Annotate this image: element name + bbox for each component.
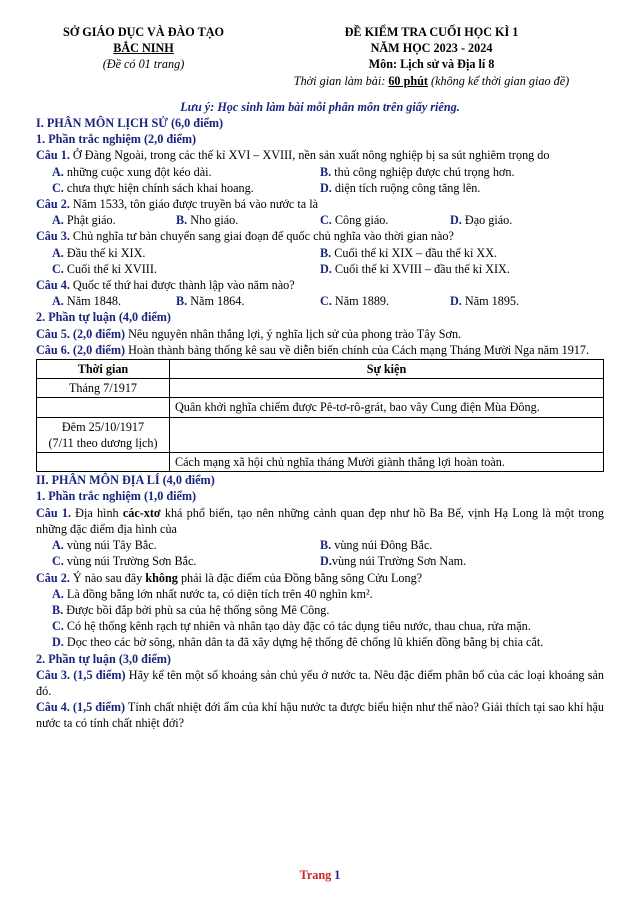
table-header-time: Thời gian bbox=[37, 360, 170, 379]
geography-mc-title: 1. Phần trắc nghiệm (1,0 điểm) bbox=[36, 489, 197, 504]
table-header-row bbox=[37, 360, 604, 379]
department-name: SỞ GIÁO DỤC VÀ ĐÀO TẠO bbox=[62, 25, 225, 39]
header-right bbox=[259, 24, 604, 89]
page-footer bbox=[0, 868, 640, 883]
history-q5: Câu 5. (2,0 điểm) Nêu nguyên nhân thắng lợi, ý nghĩa lịch sử của phong trào Tây Sơn. bbox=[36, 326, 462, 341]
history-q3: Câu 3. Chủ nghĩa tư bản chuyển sang giai đoạn đế quốc chủ nghĩa vào thời gian nào? bbox=[36, 229, 454, 244]
history-q4: Câu 4. Quốc tế thứ hai được thành lập vào năm nào? bbox=[36, 278, 295, 293]
geography-q2-option-a: A. Là đồng bằng lớn nhất nước ta, có diện tích trên 40 nghìn km². bbox=[52, 586, 373, 601]
table-cell-blank bbox=[170, 417, 604, 452]
page-label: Trang bbox=[299, 868, 332, 882]
exam-title: ĐỀ KIỂM TRA CUỐI HỌC KÌ 1 bbox=[344, 25, 519, 39]
table-cell-blank bbox=[37, 453, 170, 472]
table-cell-blank bbox=[37, 398, 170, 417]
table-cell: Tháng 7/1917 bbox=[37, 379, 170, 398]
history-section-title: I. PHÂN MÔN LỊCH SỬ (6,0 điểm) bbox=[36, 116, 224, 131]
history-mc-title: 1. Phần trắc nghiệm (2,0 điểm) bbox=[36, 132, 197, 147]
exam-header bbox=[36, 24, 604, 89]
history-q6: Câu 6. (2,0 điểm) Hoàn thành bảng thống kê sau về diễn biến chính của Cách mạng Tháng Mười Nga năm 1917. bbox=[36, 342, 590, 357]
table-row bbox=[37, 398, 604, 417]
geography-q1-options: A. vùng núi Tây Bắc. B. vùng núi Đông Bắc. C. vùng núi Trường Sơn Bắc. D.vùng núi Trường Sơn Nam. bbox=[52, 538, 467, 569]
geography-q2-option-c: C. Có hệ thống kênh rạch tự nhiên và nhân tạo dày đặc có tác dụng tiêu nước, thau chua, rửa mặn. bbox=[52, 619, 531, 634]
table-row bbox=[37, 417, 604, 452]
exam-page bbox=[36, 24, 604, 732]
time-limit: Thời gian làm bài: 60 phút (không kể thời gian giao đề) bbox=[293, 73, 570, 88]
history-q3-options: A. Đầu thế kỉ XIX. B. Cuối thế kỉ XIX – đầu thế kỉ XX. C. Cuối thế kỉ XVIII. D. Cuối thế kỉ XVIII – đầu thế kỉ XIX. bbox=[52, 245, 510, 276]
table-row bbox=[37, 453, 604, 472]
table-cell: Đêm 25/10/1917 (7/11 theo dương lịch) bbox=[37, 417, 170, 452]
school-year: NĂM HỌC 2023 - 2024 bbox=[370, 41, 493, 56]
exam-note: Lưu ý: Học sinh làm bài mỗi phân môn trên giấy riêng. bbox=[180, 99, 460, 114]
geography-essay-title: 2. Phần tự luận (3,0 điểm) bbox=[36, 651, 171, 666]
table-cell: Quân khởi nghĩa chiếm được Pê-tơ-rô-grát, bao vây Cung điện Mùa Đông. bbox=[170, 398, 604, 417]
geography-q2: Câu 2. Ý nào sau đây không phải là đặc điểm của Đồng bằng sông Cửu Long? bbox=[36, 570, 423, 585]
geography-q2-option-d: D. Dọc theo các bờ sông, nhân dân ta đã xây dựng hệ thống đê chống lũ khiến đồng bằng bị chia cắt. bbox=[52, 635, 544, 650]
page-count-note: (Đề có 01 trang) bbox=[102, 57, 185, 72]
table-header-event: Sự kiện bbox=[170, 360, 604, 379]
geography-q4: Câu 4. (1,5 điểm) Tính chất nhiệt đới ẩm của khí hậu nước ta được biểu hiện như thế nào? Giải thích tại sao khí hậu nước ta có tính chất nhiệt đới? bbox=[36, 700, 604, 731]
history-q1-options: A. những cuộc xung đột kéo dài. B. thủ công nghiệp được chú trọng hơn. C. chưa thực hiện chính sách khai hoang. D. diện tích ruộng công tăng lên. bbox=[52, 164, 515, 195]
table-cell-blank bbox=[170, 379, 604, 398]
history-q1: Câu 1. Ở Đàng Ngoài, trong các thế kỉ XVI – XVIII, nền sản xuất nông nghiệp bị sa sút nghiêm trọng do bbox=[36, 148, 550, 163]
revolution-table bbox=[36, 359, 604, 472]
history-essay-title: 2. Phần tự luận (4,0 điểm) bbox=[36, 310, 171, 325]
page-number: 1 bbox=[334, 868, 341, 882]
geography-q2-option-b: B. Được bồi đắp bởi phù sa của hệ thống sông Mê Công. bbox=[52, 602, 330, 617]
history-q2: Câu 2. Năm 1533, tôn giáo được truyền bá vào nước ta là bbox=[36, 197, 318, 212]
table-row bbox=[37, 379, 604, 398]
history-q4-options: A. Năm 1848. B. Năm 1864. C. Năm 1889. D. Năm 1895. bbox=[52, 294, 520, 309]
subject: Môn: Lịch sử và Địa lí 8 bbox=[368, 57, 495, 72]
history-q2-options: A. Phật giáo. B. Nho giáo. C. Công giáo. D. Đạo giáo. bbox=[52, 213, 513, 228]
geography-q3: Câu 3. (1,5 điểm) Hãy kể tên một số khoáng sản chủ yếu ở nước ta. Nêu đặc điểm phân bố của các loại khoáng sản đó. bbox=[36, 667, 604, 698]
province-name: BẮC NINH bbox=[113, 41, 174, 56]
geography-q1: Câu 1. Địa hình các-xtơ khá phổ biến, tạo nên những cảnh quan đẹp như hồ Ba Bể, vịnh Hạ Long là một trong những đặc điểm địa hình của bbox=[36, 505, 604, 536]
geography-section-title: II. PHÂN MÔN ĐỊA LÍ (4,0 điểm) bbox=[36, 473, 215, 488]
header-left bbox=[36, 24, 251, 89]
table-cell: Cách mạng xã hội chủ nghĩa tháng Mười giành thắng lợi hoàn toàn. bbox=[170, 453, 604, 472]
